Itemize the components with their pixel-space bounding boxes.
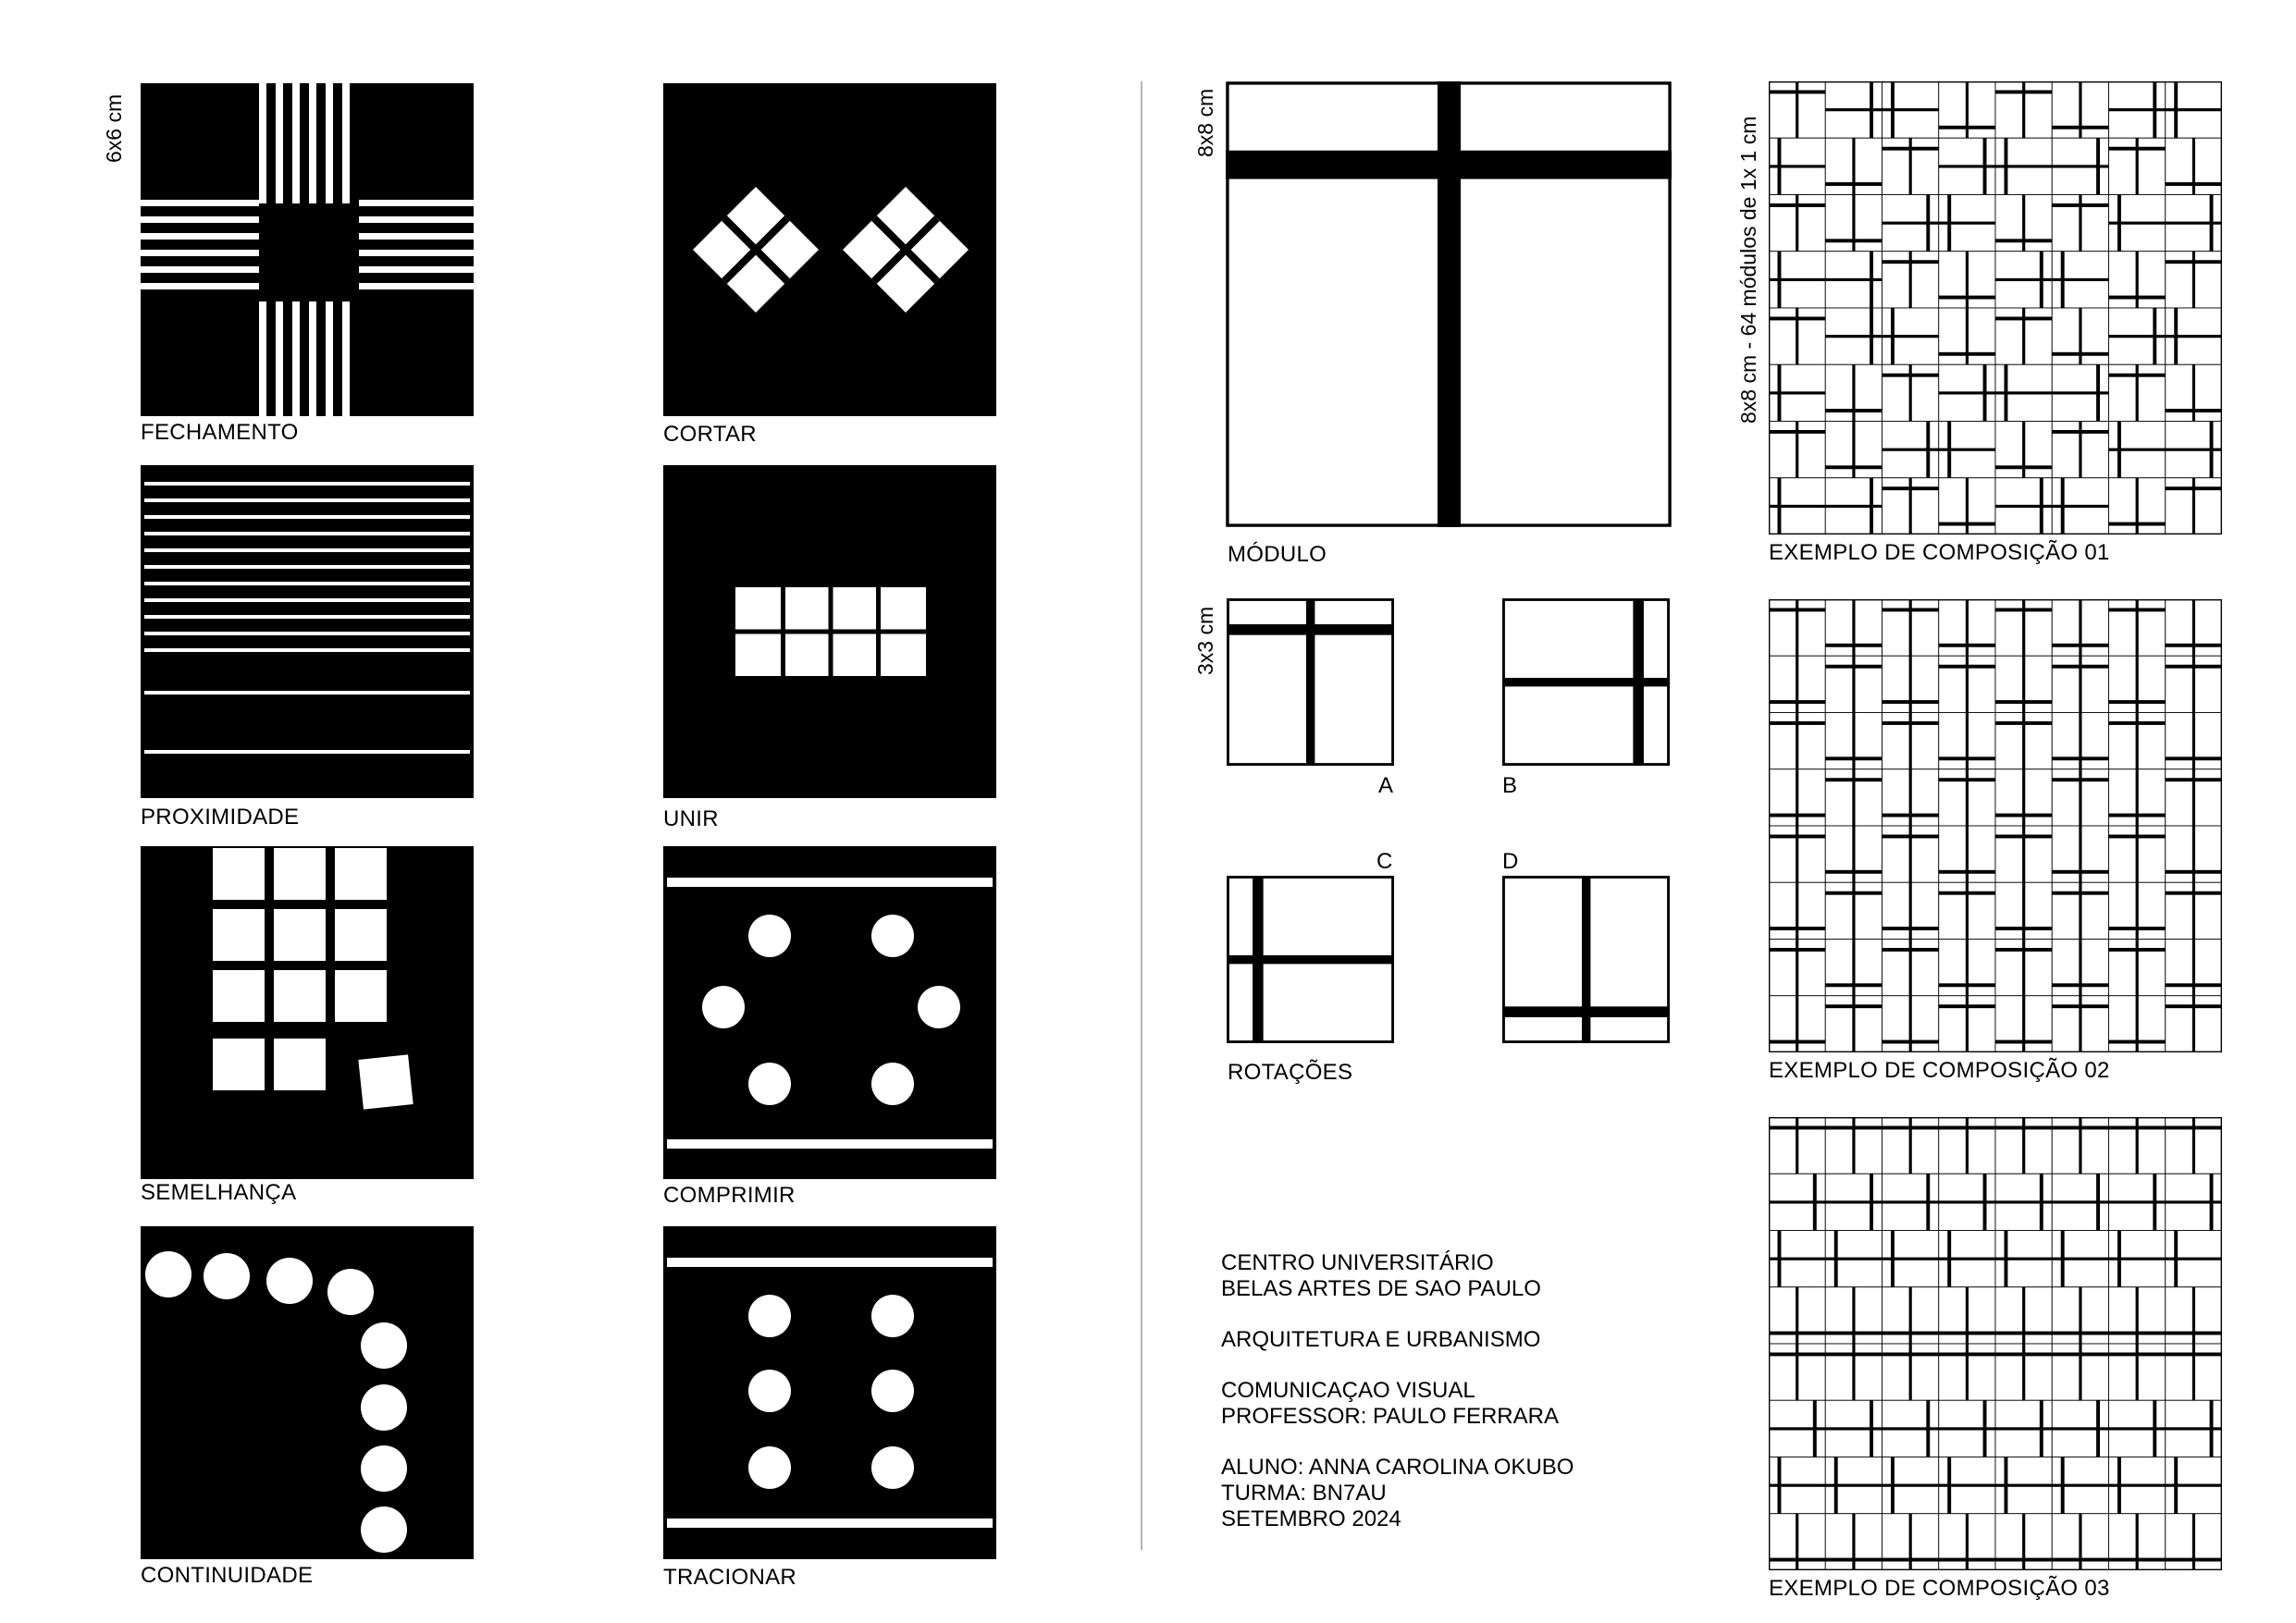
- size-3x3-label: 3x3 cm: [1193, 606, 1217, 675]
- module-tile-a: [2109, 1117, 2166, 1174]
- module-tile-d: [2166, 364, 2222, 421]
- module-tile-d: [1939, 308, 1995, 364]
- module-tile-b: [1882, 195, 1939, 252]
- module-tile-a: [1882, 826, 1939, 882]
- module-tile-a: [1882, 478, 1939, 535]
- label-modulo: MÓDULO: [1228, 542, 1327, 567]
- module-tile-d: [2109, 1287, 2166, 1344]
- module-tile-d: [2052, 1287, 2108, 1344]
- module-tile-d: [1769, 1287, 1825, 1344]
- module-tile-c: [1882, 81, 1939, 138]
- module-tile-d: [1825, 138, 1882, 194]
- module-tile-a: [2166, 882, 2222, 939]
- module-tile-c: [1769, 364, 1825, 421]
- module-tile-d: [2166, 1514, 2222, 1570]
- module-tile-c: [2166, 1457, 2222, 1514]
- module-tile-b: [1825, 81, 1882, 138]
- module-tile-d: [2052, 599, 2108, 656]
- module-tile-d: [1882, 1287, 1939, 1344]
- module-tile-a: [1769, 308, 1825, 364]
- module-tile-a: [2109, 713, 2166, 769]
- module-tile-d: [1995, 422, 2052, 478]
- module-tile-d: [1995, 1514, 2052, 1570]
- label-semelhanca: SEMELHANÇA: [141, 1180, 297, 1205]
- composition-02: [1769, 599, 2222, 1052]
- module-tile-b: [2109, 1174, 2166, 1230]
- module-tile-a: [1882, 599, 1939, 656]
- module-tile-c: [1769, 138, 1825, 194]
- module-tile-c: [1939, 1231, 1995, 1287]
- module-tile-d: [2166, 1287, 2222, 1344]
- module-tile-d: [1995, 882, 2052, 939]
- module-tile-b: [2052, 364, 2108, 421]
- module-tile-d: [1825, 195, 1882, 252]
- info-line-7: TURMA: BN7AU: [1221, 1481, 1387, 1506]
- module-tile-c: [1882, 308, 1939, 364]
- module-tile-c: [1769, 1457, 1825, 1514]
- label-composition-02: EXEMPLO DE COMPOSIÇÃO 02: [1769, 1058, 2110, 1083]
- module-tile-d: [1825, 1514, 1882, 1570]
- module-tile-d: [1825, 1287, 1882, 1344]
- label-rotation-d: D: [1502, 849, 1519, 874]
- module-tile-c: [2052, 478, 2108, 535]
- module-tile-a: [2166, 252, 2222, 308]
- module-tile-a: [2052, 656, 2108, 712]
- module-tile-b: [1995, 1174, 2052, 1230]
- composition-03: [1769, 1117, 2222, 1570]
- module-tile-d: [1769, 656, 1825, 712]
- module-tile-c: [1769, 252, 1825, 308]
- module-tile-c: [1769, 478, 1825, 535]
- module-tile-b: [1825, 308, 1882, 364]
- module-tile-d: [2052, 713, 2108, 769]
- module-tile-a: [1825, 656, 1882, 712]
- module-tile-a: [1825, 1117, 1882, 1174]
- module-tile-c: [2166, 308, 2222, 364]
- module-tile-d: [1939, 599, 1995, 656]
- module-tile-d: [2166, 138, 2222, 194]
- composition-01: [1769, 81, 2222, 535]
- module-tile-a: [1825, 769, 1882, 826]
- module-tile-d: [1882, 1514, 1939, 1570]
- module-tile-a: [2109, 599, 2166, 656]
- module-tile-c: [2109, 1457, 2166, 1514]
- module-tile-a: [1995, 1344, 2052, 1400]
- info-line-1: CENTRO UNIVERSITÁRIO: [1221, 1250, 1494, 1275]
- module-tile-d: [1882, 656, 1939, 712]
- module-tile-a: [1882, 252, 1939, 308]
- module-tile-a: [2052, 1117, 2108, 1174]
- module-tile-c: [1939, 422, 1995, 478]
- module-tile-b: [1939, 1174, 1995, 1230]
- label-fechamento: FECHAMENTO: [141, 420, 299, 445]
- label-composition-01: EXEMPLO DE COMPOSIÇÃO 01: [1769, 540, 2110, 565]
- module-tile-b: [1769, 1174, 1825, 1230]
- module-tile-d: [1825, 713, 1882, 769]
- module-tile-c: [1995, 1457, 2052, 1514]
- module-tile-a: [1825, 882, 1882, 939]
- module-tile-b: [2109, 1400, 2166, 1457]
- module-tile-a: [1995, 81, 2052, 138]
- module-tile-a: [1825, 1344, 1882, 1400]
- module-tile-d: [1995, 996, 2052, 1052]
- module-tile-a: [2109, 826, 2166, 882]
- module-tile-a: [1769, 195, 1825, 252]
- module-tile-c: [2109, 422, 2166, 478]
- size-8x8-label: 8x8 cm: [1193, 88, 1217, 157]
- module-tile-d: [2109, 882, 2166, 939]
- module-tile-d: [1882, 882, 1939, 939]
- module-tile-b: [1825, 252, 1882, 308]
- module-tile-a: [2166, 996, 2222, 1052]
- module-tile-d: [1939, 713, 1995, 769]
- rotation-b: [1502, 598, 1670, 766]
- module-tile-d: [1939, 478, 1995, 535]
- module-tile-d: [2052, 81, 2108, 138]
- panel-continuidade: [141, 1226, 474, 1559]
- label-rotacoes: ROTAÇÕES: [1228, 1060, 1353, 1085]
- module-tile-d: [2052, 1514, 2108, 1570]
- module-tile-d: [1995, 195, 2052, 252]
- module-tile-d: [1882, 769, 1939, 826]
- module-tile-a: [2166, 1117, 2222, 1174]
- label-comprimir: COMPRIMIR: [663, 1183, 796, 1208]
- module-tile-a: [2109, 940, 2166, 996]
- module-tile-a: [1939, 769, 1995, 826]
- module-tile-d: [1882, 996, 1939, 1052]
- module-tile-d: [1769, 882, 1825, 939]
- module-tile-a: [2166, 656, 2222, 712]
- label-tracionar: TRACIONAR: [663, 1565, 797, 1590]
- module-tile-c: [2109, 1231, 2166, 1287]
- module-tile-c: [1939, 195, 1995, 252]
- module-tile-c: [1939, 1457, 1995, 1514]
- module-tile-a: [1995, 599, 2052, 656]
- module-tile-b: [2052, 138, 2108, 194]
- module-tile-a: [1939, 656, 1995, 712]
- module-tile-d: [1995, 769, 2052, 826]
- module-tile-a: [2166, 1344, 2222, 1400]
- module-tile-c: [1825, 1457, 1882, 1514]
- module-tile-b: [1882, 422, 1939, 478]
- module-tile-d: [1939, 252, 1995, 308]
- module-tile-d: [2109, 656, 2166, 712]
- module-tile-d: [1825, 422, 1882, 478]
- info-line-6: ALUNO: ANNA CAROLINA OKUBO: [1221, 1455, 1574, 1480]
- module-tile-b: [1995, 252, 2052, 308]
- module-tile-d: [1939, 1287, 1995, 1344]
- info-line-8: SETEMBRO 2024: [1221, 1506, 1401, 1531]
- module-tile-a: [1939, 1344, 1995, 1400]
- module-tile-c: [2166, 81, 2222, 138]
- label-continuidade: CONTINUIDADE: [141, 1563, 314, 1588]
- module-tile-a: [1769, 940, 1825, 996]
- module-tile-c: [1882, 1457, 1939, 1514]
- module-tile-d: [1825, 364, 1882, 421]
- module-tile-c: [2109, 195, 2166, 252]
- module-tile-a: [1882, 940, 1939, 996]
- module-tile-c: [1995, 1231, 2052, 1287]
- module-tile-a: [1769, 713, 1825, 769]
- module-tile-b: [1825, 1400, 1882, 1457]
- module-tile-a: [2052, 996, 2108, 1052]
- label-rotation-a: A: [1378, 773, 1394, 798]
- panel-unir: [663, 465, 996, 798]
- module-tile-b: [1995, 1400, 2052, 1457]
- module-tile-c: [1769, 1231, 1825, 1287]
- size-6x6-label: 6x6 cm: [102, 93, 126, 163]
- module-tile-a: [2052, 769, 2108, 826]
- panel-fechamento: [141, 83, 474, 416]
- label-rotation-b: B: [1502, 773, 1518, 798]
- module-tile-a: [1995, 713, 2052, 769]
- label-cortar: CORTAR: [663, 422, 757, 447]
- module-tile-b: [2052, 1400, 2108, 1457]
- module-tile-c: [1825, 1231, 1882, 1287]
- module-tile-b: [1825, 1174, 1882, 1230]
- panel-tracionar: [663, 1226, 996, 1559]
- module-tile-b: [2166, 1174, 2222, 1230]
- module-tile-c: [2166, 1231, 2222, 1287]
- module-tile-d: [2109, 1514, 2166, 1570]
- module-tile-c: [1995, 364, 2052, 421]
- module-tile-d: [2109, 252, 2166, 308]
- module-tile-c: [2052, 1457, 2108, 1514]
- module-tile-a: [1882, 713, 1939, 769]
- module-tile-a: [1882, 364, 1939, 421]
- module-tile-b: [2166, 1400, 2222, 1457]
- panel-proximidade: [141, 465, 474, 798]
- info-line-4: COMUNICAÇAO VISUAL: [1221, 1378, 1475, 1403]
- module-tile-b: [1939, 1400, 1995, 1457]
- module-tile-b: [1825, 478, 1882, 535]
- module-tile-d: [2166, 940, 2222, 996]
- module-tile-a: [1882, 1344, 1939, 1400]
- module-tile-b: [2166, 195, 2222, 252]
- module-tile-a: [1769, 599, 1825, 656]
- module-tile-a: [1882, 1117, 1939, 1174]
- module-tile-a: [2109, 364, 2166, 421]
- module-tile-a: [1769, 1117, 1825, 1174]
- module-tile-b: [1882, 1174, 1939, 1230]
- module-tile-b: [1882, 1400, 1939, 1457]
- module-tile-b: [2109, 81, 2166, 138]
- module-tile-a: [2052, 195, 2108, 252]
- module-tile-d: [1769, 996, 1825, 1052]
- module-tile-a: [1769, 1344, 1825, 1400]
- module-tile-a: [2052, 1344, 2108, 1400]
- module-tile-b: [2166, 422, 2222, 478]
- module-tile-a: [1769, 826, 1825, 882]
- module-tile-a: [1995, 940, 2052, 996]
- module-tile-d: [1995, 1287, 2052, 1344]
- label-proximidade: PROXIMIDADE: [141, 805, 300, 830]
- module-tile-d: [1825, 826, 1882, 882]
- info-line-2: BELAS ARTES DE SAO PAULO: [1221, 1276, 1541, 1301]
- module-tile-a: [1825, 996, 1882, 1052]
- module-tile-a: [2052, 422, 2108, 478]
- module-tile-a: [1769, 81, 1825, 138]
- module-tile-d: [1825, 599, 1882, 656]
- label-unir: UNIR: [663, 806, 719, 831]
- module-tile-d: [1939, 1514, 1995, 1570]
- module-tile-a: [2109, 1344, 2166, 1400]
- module-tile-d: [2166, 826, 2222, 882]
- module-tile-b: [1995, 478, 2052, 535]
- module-tile-d: [1939, 81, 1995, 138]
- module-tile-c: [2052, 1231, 2108, 1287]
- module-tile-a: [2166, 478, 2222, 535]
- module-tile-d: [1939, 826, 1995, 882]
- module-tile-d: [1769, 1514, 1825, 1570]
- panel-cortar: [663, 83, 996, 416]
- info-line-5: PROFESSOR: PAULO FERRARA: [1221, 1404, 1559, 1429]
- module-tile-d: [2166, 713, 2222, 769]
- module-tile-a: [2052, 882, 2108, 939]
- module-tile-c: [2052, 252, 2108, 308]
- rotation-c: [1227, 876, 1394, 1043]
- rotation-a: [1227, 598, 1394, 766]
- module-tile-d: [2109, 769, 2166, 826]
- module-tile-b: [1769, 1400, 1825, 1457]
- module-tile-d: [2166, 599, 2222, 656]
- composition-size-label: 8x8 cm - 64 módulos de 1x 1 cm: [1736, 116, 1760, 424]
- module-tile-a: [2166, 769, 2222, 826]
- panel-semelhanca: [141, 846, 474, 1179]
- module-tile-d: [2109, 996, 2166, 1052]
- column-divider: [1141, 81, 1142, 1550]
- module-tile-b: [2109, 308, 2166, 364]
- label-composition-03: EXEMPLO DE COMPOSIÇÃO 03: [1769, 1576, 2110, 1601]
- label-rotation-c: C: [1376, 849, 1393, 874]
- module-tile-c: [1882, 1231, 1939, 1287]
- module-tile-a: [1939, 882, 1995, 939]
- module-tile-b: [1939, 364, 1995, 421]
- module-tile-a: [1995, 1117, 2052, 1174]
- module-tile-b: [2052, 1174, 2108, 1230]
- module-tile-d: [2052, 826, 2108, 882]
- module-tile-a: [1769, 422, 1825, 478]
- module-tile-d: [2052, 940, 2108, 996]
- rotation-d: [1502, 876, 1670, 1043]
- module-tile-a: [1939, 996, 1995, 1052]
- module-tile-d: [1939, 940, 1995, 996]
- module-tile-d: [1769, 769, 1825, 826]
- module-tile-a: [1882, 138, 1939, 194]
- module-tile-d: [1995, 656, 2052, 712]
- module-tile-b: [1939, 138, 1995, 194]
- module-tile-d: [2052, 308, 2108, 364]
- module-tile-d: [2109, 478, 2166, 535]
- module-tile-a: [2109, 138, 2166, 194]
- module-tile-a: [1995, 826, 2052, 882]
- panel-comprimir: [663, 846, 996, 1179]
- module-main: [1226, 81, 1672, 527]
- module-tile-c: [1995, 138, 2052, 194]
- info-block: [1221, 1250, 1574, 1532]
- info-line-3: ARQUITETURA E URBANISMO: [1221, 1327, 1541, 1352]
- module-tile-d: [1825, 940, 1882, 996]
- module-tile-a: [1939, 1117, 1995, 1174]
- module-tile-a: [1995, 308, 2052, 364]
